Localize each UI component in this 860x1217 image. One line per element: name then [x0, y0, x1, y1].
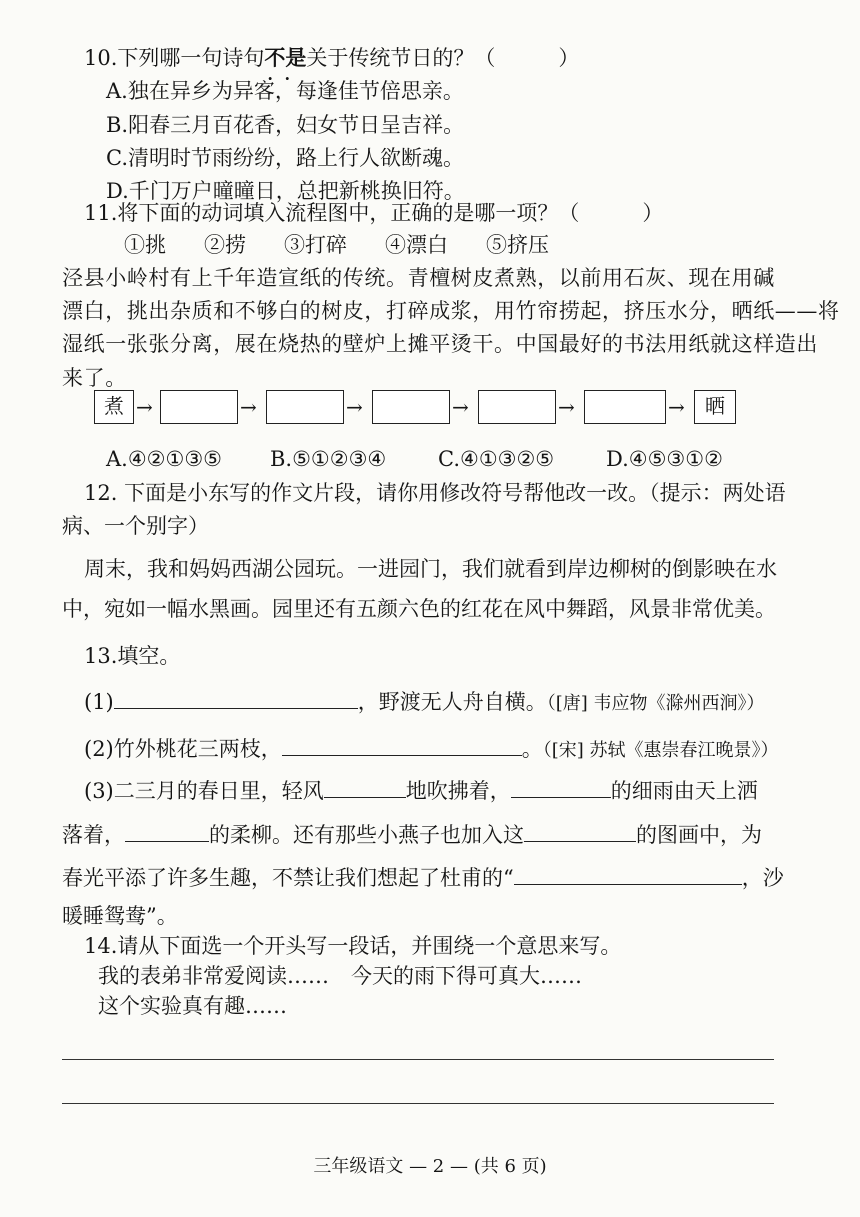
opening-1: 我的表弟非常爱阅读……: [98, 964, 329, 988]
q11-passage-line-4: 来了。: [62, 366, 127, 390]
answer-blank[interactable]: [511, 775, 611, 798]
answer-blank[interactable]: [282, 733, 522, 756]
flow-blank-box[interactable]: [584, 390, 666, 424]
verb-2: ②捞: [204, 233, 246, 257]
q11-passage-line-1: 泾县小岭村有上千年造宣纸的传统。青檀树皮煮熟，以前用石灰、现在用碱: [62, 266, 775, 290]
flow-blank-box[interactable]: [266, 390, 344, 424]
q10-option-c: C.清明时节雨纷纷，路上行人欲断魂。: [106, 146, 464, 170]
q10-emphasis: 不是 · ·: [264, 45, 306, 70]
flow-start-box: 煮: [94, 390, 134, 424]
q10-stem: 10.下列哪一句诗句不是 · ·关于传统节日的？（ ）: [84, 44, 579, 72]
answer-blank[interactable]: [324, 775, 406, 798]
flow-blank-box[interactable]: [372, 390, 450, 424]
q11-verb-list: [124, 231, 549, 259]
writing-line[interactable]: [62, 1103, 774, 1104]
answer-blank[interactable]: [514, 862, 742, 885]
q12-paragraph-line-2: 中，宛如一幅水黑画。园里还有五颜六色的红花在风中舞蹈，风景非常优美。: [62, 597, 776, 621]
flow-blank-box[interactable]: [478, 390, 556, 424]
flow-arrow-icon: →: [346, 395, 363, 419]
q13-item-3-line-3: 春光平添了许多生趣，不禁让我们想起了杜甫的“ ，沙: [62, 862, 784, 892]
answer-blank[interactable]: [114, 686, 358, 709]
q14-openings: [98, 962, 582, 990]
verb-5: ⑤挤压: [486, 233, 549, 257]
q13-item-3-line-4: 暖睡鸳鸯”。: [62, 904, 178, 928]
flow-arrow-icon: →: [240, 395, 257, 419]
flow-arrow-icon: →: [558, 395, 575, 419]
opening-3: 这个实验真有趣……: [98, 994, 287, 1018]
q11-option-b: B.⑤①②③④: [270, 447, 387, 471]
verb-1: ①挑: [124, 233, 166, 257]
q11-option-a: A.④②①③⑤: [106, 447, 222, 471]
page-footer: 三年级语文 — 2 — (共 6 页): [313, 1156, 547, 1177]
q10-option-b: B.阳春三月百花香，妇女节日呈吉祥。: [106, 113, 465, 137]
q13-item-2: (2)竹外桃花三两枝， 。（[宋] 苏轼《惠崇春江晚景》）: [84, 733, 779, 765]
answer-blank[interactable]: [524, 819, 636, 842]
verb-4: ④漂白: [385, 233, 448, 257]
q11-passage-line-2: 漂白，挑出杂质和不够白的树皮，打碎成浆，用竹帘捞起，挤压水分，晒纸——将: [62, 299, 840, 323]
q10-option-d: D.千门万户曈曈日，总把新桃换旧符。: [106, 179, 465, 203]
q10-option-a: A.独在异乡为异客，每逢佳节倍思亲。: [106, 79, 464, 103]
q13-item-1: (1) ，野渡无人舟自横。（[唐] 韦应物《滁州西涧》）: [84, 686, 765, 718]
q12-paragraph-line-1: 周末，我和妈妈西湖公园玩。一进园门，我们就看到岸边柳树的倒影映在水: [84, 557, 777, 581]
q11-passage-line-3: 湿纸一张张分离，展在烧热的壁炉上摊平烫干。中国最好的书法用纸就这样造出: [62, 332, 818, 356]
flow-arrow-icon: →: [452, 395, 469, 419]
q14-stem: 14.请从下面选一个开头写一段话，并围绕一个意思来写。: [84, 934, 622, 958]
flow-chart: [94, 390, 744, 430]
flow-end-box: 晒: [694, 390, 736, 424]
flow-blank-box[interactable]: [160, 390, 238, 424]
flow-arrow-icon: →: [136, 395, 153, 419]
opening-2: 今天的雨下得可真大……: [351, 964, 582, 988]
q12-stem-line-2: 病、一个别字）: [62, 514, 209, 538]
verb-3: ③打碎: [284, 233, 347, 257]
q13-item-3-line-2: 落着， 的柔柳。还有那些小燕子也加入这 的图画中，为: [62, 819, 762, 849]
q12-stem-line-1: 12. 下面是小东写的作文片段，请你用修改符号帮他改一改。（提示：两处语: [84, 481, 786, 505]
q11-option-c: C.④①③②⑤: [438, 447, 555, 471]
answer-blank[interactable]: [125, 819, 209, 842]
q13-stem: 13.填空。: [84, 644, 181, 668]
q11-stem: 11.将下面的动词填入流程图中，正确的是哪一项？（ ）: [84, 201, 664, 225]
flow-arrow-icon: →: [668, 395, 685, 419]
writing-line[interactable]: [62, 1059, 774, 1060]
q11-option-d: D.④⑤③①②: [606, 447, 723, 471]
q13-item-3-line-1: (3)二三月的春日里，轻风 地吹拂着， 的细雨由天上洒: [84, 775, 758, 805]
